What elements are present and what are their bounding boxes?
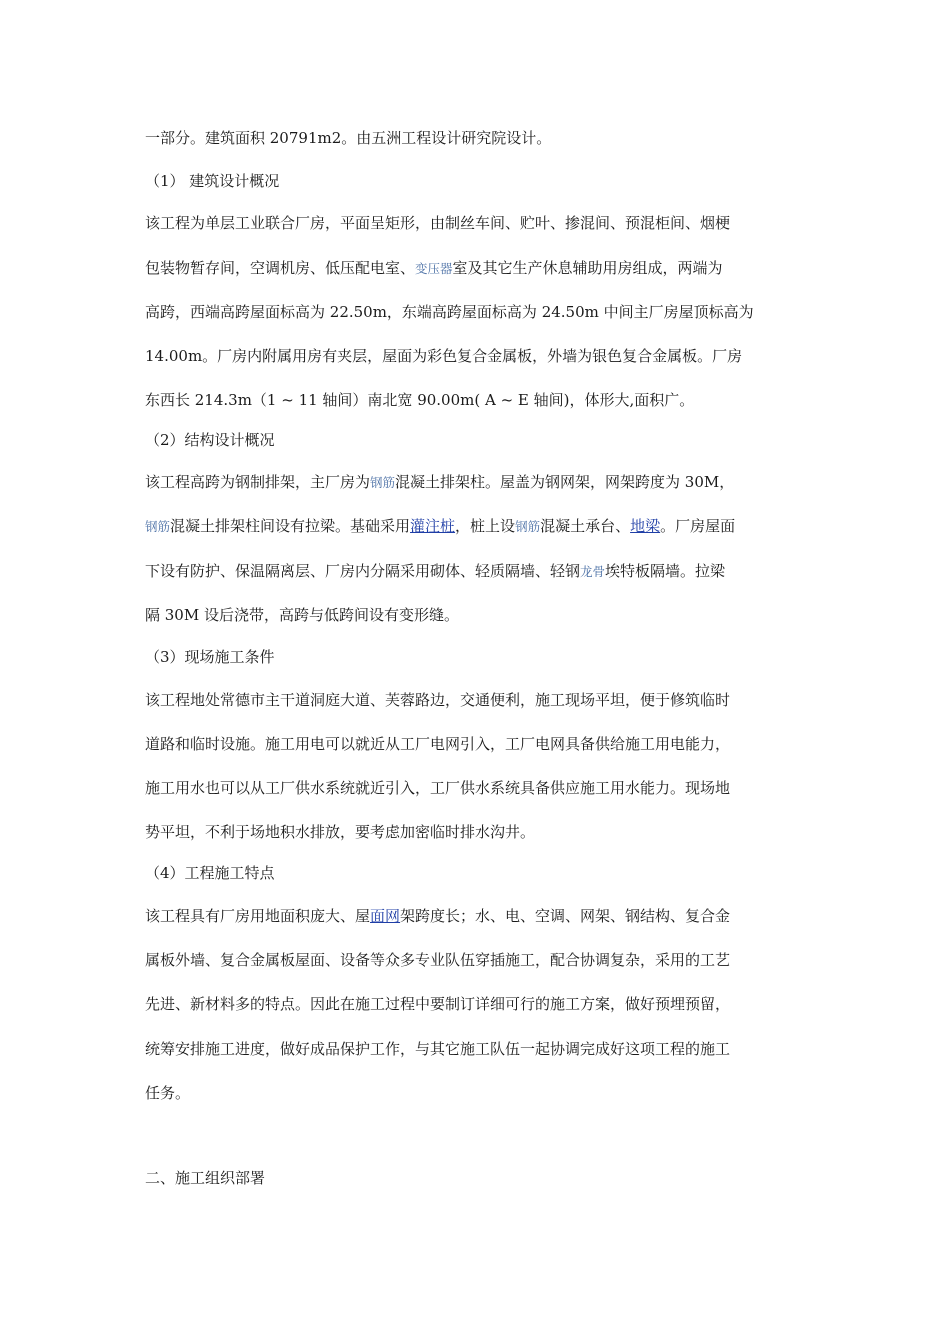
- chapter-heading: 二、施工组织部署: [145, 1169, 266, 1187]
- text-segment: 室及其它生产休息辅助用房组成，两端为: [452, 259, 723, 277]
- section-4-line-4: 统筹安排施工进度，做好成品保护工作，与其它施工队伍一起协调完成好这项工程的施工: [145, 1040, 731, 1058]
- text-segment: 混凝土排架柱。屋盖为钢网架，网架跨度为 30M，: [395, 473, 735, 491]
- text-segment: 架跨度长；水、电、空调、网架、钢结构、复合金: [400, 907, 731, 925]
- keyword-term: 龙骨: [580, 564, 606, 579]
- link-mianwang[interactable]: 面网: [370, 907, 401, 925]
- section-3-line-1: 该工程地处常德市主干道洞庭大道、芙蓉路边，交通便利，施工现场平坦，便于修筑临时: [145, 691, 731, 709]
- section-4-line-1: [145, 906, 730, 926]
- section-3-line-4: 势平坦，不利于场地积水排放，要考虑加密临时排水沟井。: [145, 823, 536, 841]
- section-4-line-2: 属板外墙、复合金属板屋面、设备等众多专业队伍穿插施工，配合协调复杂，采用的工艺: [145, 951, 731, 969]
- text-segment: 包装物暂存间，空调机房、低压配电室、: [145, 259, 416, 277]
- section-1-line-4: 14.00m。厂房内附属用房有夹层，屋面为彩色复合金属板，外墙为银色复合金属板。厂房: [145, 347, 743, 365]
- keyword-term: 钢筋: [370, 475, 396, 490]
- section-3-line-3: 施工用水也可以从工厂供水系统就近引入，工厂供水系统具备供应施工用水能力。现场地: [145, 779, 731, 797]
- keyword-term: 变压器: [415, 261, 453, 276]
- intro-line: 一部分。建筑面积 20791m2。由五洲工程设计研究院设计。: [145, 129, 552, 147]
- text-segment: 混凝土排架柱间设有拉梁。基础采用: [170, 517, 411, 535]
- section-1-line-3: 高跨，西端高跨屋面标高为 22.50m，东端高跨屋面标高为 24.50m 中间主厂房屋顶标高为: [145, 303, 754, 321]
- section-1-line-1: 该工程为单层工业联合厂房，平面呈矩形，由制丝车间、贮叶、掺混间、预混柜间、烟梗: [145, 214, 731, 232]
- section-2-line-1: [145, 472, 734, 493]
- section-1-line-2: [145, 258, 723, 279]
- section-1-line-5: 东西长 214.3m（1 ~ 11 轴间）南北宽 90.00m( A ~ E 轴间)，体形大,面积广。: [145, 391, 695, 409]
- section-2-heading: （2）结构设计概况: [145, 431, 275, 449]
- keyword-term: 钢筋: [145, 519, 171, 534]
- keyword-term: 钢筋: [515, 519, 541, 534]
- section-1-heading: （1） 建筑设计概况: [145, 172, 280, 190]
- text-segment: 混凝土承台、: [540, 517, 631, 535]
- section-4-line-3: 先进、新材料多的特点。因此在施工过程中要制订详细可行的施工方案，做好预埋预留，: [145, 995, 731, 1013]
- text-segment: 下设有防护、保温隔离层、厂房内分隔采用砌体、轻质隔墙、轻钢: [145, 562, 581, 580]
- link-diliang[interactable]: 地梁: [630, 517, 661, 535]
- section-3-heading: （3）现场施工条件: [145, 648, 275, 666]
- text-segment: 埃特板隔墙。拉梁: [605, 562, 726, 580]
- section-4-heading: （4）工程施工特点: [145, 864, 275, 882]
- text-segment: ，桩上设: [455, 517, 516, 535]
- section-4-line-5: 任务。: [145, 1084, 191, 1102]
- text-segment: 该工程具有厂房用地面积庞大、屋: [145, 907, 371, 925]
- text-segment: 。厂房屋面: [660, 517, 736, 535]
- section-2-line-2: [145, 516, 735, 537]
- section-3-line-2: 道路和临时设施。施工用电可以就近从工厂电网引入，工厂电网具备供给施工用电能力，: [145, 735, 731, 753]
- section-2-line-3: [145, 561, 725, 582]
- text-segment: 该工程高跨为钢制排架，主厂房为: [145, 473, 371, 491]
- link-guanzhuzhuang[interactable]: 灌注桩: [410, 517, 456, 535]
- section-2-line-4: 隔 30M 设后浇带，高跨与低跨间设有变形缝。: [145, 606, 459, 624]
